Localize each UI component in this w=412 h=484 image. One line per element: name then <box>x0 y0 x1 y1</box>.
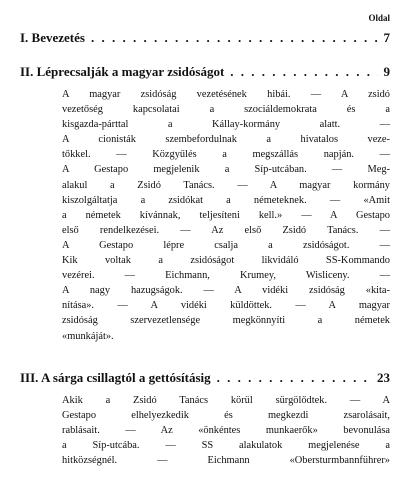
summary-line: hitközségnél. — Eichmann «Obersturmbannführer» <box>62 455 390 467</box>
summary-line: A Gestapo lépre csalja a zsidóságot. — <box>62 239 390 251</box>
chapter-summary <box>62 87 390 344</box>
leader-dots <box>217 370 371 386</box>
summary-line: A cionisták szembefordulnak a hivatalos veze- <box>62 134 390 146</box>
chapter-title: II. Léprecsalják a magyar zsidóságot <box>20 64 225 79</box>
summary-line: a Síp-utcába. — SS alakulatok megjelenése a <box>62 440 390 452</box>
chapter-page-number: 7 <box>383 30 390 45</box>
chapter-summary <box>62 393 390 468</box>
summary-line: Kik voltak a zsidóságot likvidáló SS-Kommando <box>62 255 390 267</box>
chapter-title: III. A sárga csillagtól a gettósításig <box>20 370 211 385</box>
summary-line: «munkáját». <box>62 330 114 342</box>
summary-line: első rendelkezései. — Az első Zsidó Tanács. — <box>62 224 390 236</box>
summary-line: Akik a Zsidó Tanács körül sürgölődtek. — A <box>62 395 390 406</box>
summary-line: vezetőség kapcsolatai a szociáldemokrata és a <box>62 104 390 116</box>
summary-line: zsidóság szervezetlensége megkönnyíti a németek <box>62 315 390 327</box>
summary-line: a németek kívánnak, teljesíteni kell.» — A Gestapo <box>62 209 390 221</box>
summary-line: kisgazda-párttal a Kállay-kormány alatt. — <box>62 119 390 131</box>
summary-line: alakul a Zsidó Tanács. — A magyar kormány <box>62 179 390 191</box>
summary-line: nítása». — A vidéki küldöttek. — A magyar <box>62 300 390 312</box>
toc-entry-chapter-1[interactable] <box>20 30 390 46</box>
summary-line: rablásait. — Az «önkéntes munkaerők» bevonulása <box>62 425 390 437</box>
summary-line: A nagy hazugságok. — A vidéki zsidóság «kita- <box>62 285 390 297</box>
toc-entry-chapter-3[interactable] <box>20 370 390 386</box>
chapter-page-number: 23 <box>377 370 390 385</box>
summary-line: A Gestapo megjelenik a Síp-utcában. — Meg- <box>62 164 390 176</box>
chapter-page-number: 9 <box>383 64 390 79</box>
summary-line: A magyar zsidóság vezetésének hibái. — A zsidó <box>62 89 390 100</box>
summary-line: tőkkel. — Közgyűlés a megszállás napján. — <box>62 149 390 161</box>
leader-dots <box>230 64 377 80</box>
toc-entry-chapter-2[interactable] <box>20 64 390 80</box>
leader-dots <box>91 30 378 46</box>
page-column-label: Oldal <box>368 13 390 23</box>
chapter-title: I. Bevezetés <box>20 30 85 45</box>
summary-line: kiszolgáltatja a zsidókat a németeknek. — «Amit <box>62 194 390 206</box>
summary-line: vezérei. — Eichmann, Krumey, Wisliceny. — <box>62 270 390 282</box>
summary-line: Gestapo elhelyezkedik és megkezdi zsarolásait, <box>62 410 390 422</box>
